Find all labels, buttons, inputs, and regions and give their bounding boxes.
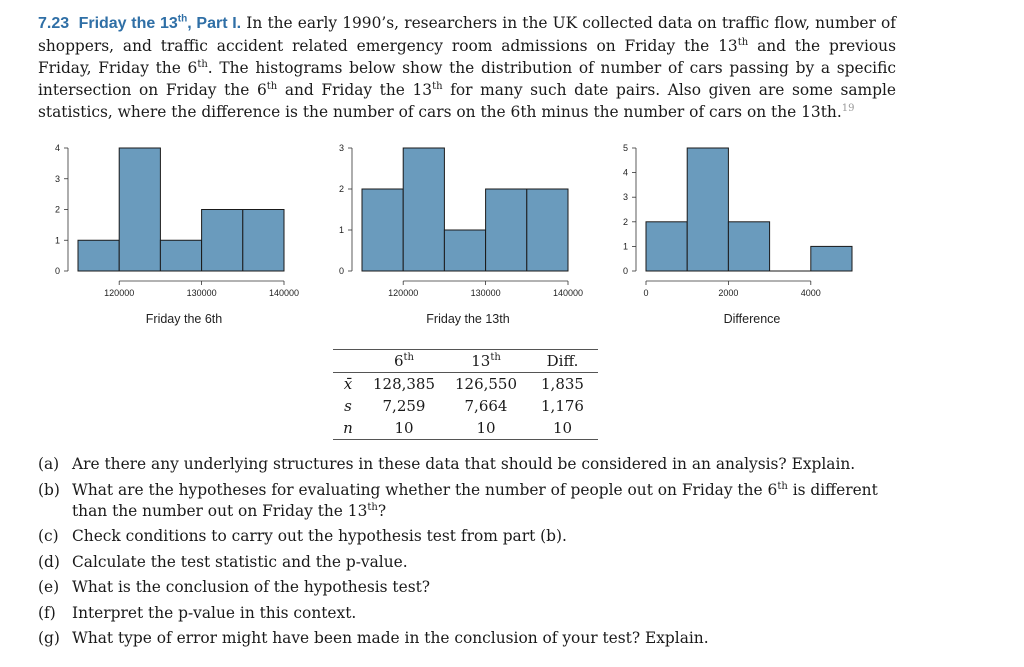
hist-friday-the-13th-x-tick-label: 120000 — [388, 288, 419, 298]
hist-friday-the-6th-bar — [202, 210, 243, 272]
stats-header-row — [333, 350, 598, 373]
part-label: (f) — [38, 603, 56, 622]
hist-friday-the-6th-x-label: Friday the 6th — [145, 312, 223, 326]
exercise-title-sup: th — [177, 13, 188, 25]
hist-friday-the-6th-bar — [243, 210, 284, 272]
exercise-title: Friday the 13 — [78, 15, 178, 32]
part-label: (d) — [38, 552, 60, 571]
part-label: (g) — [38, 629, 60, 647]
hist-friday-the-6th-x-tick-label: 140000 — [268, 288, 300, 298]
hist-difference-x-tick-label: 2000 — [718, 288, 739, 298]
part-c — [38, 526, 898, 547]
part-label: (b) — [38, 480, 60, 499]
hist-friday-the-6th-y-tick-label: 4 — [54, 143, 60, 153]
intro-sup-1: th — [737, 36, 749, 48]
hist-difference-y-tick-label: 5 — [622, 143, 628, 153]
hist-friday-the-13th-y-tick-label: 3 — [338, 143, 344, 153]
part-text: Interpret the p-value in this context. — [72, 603, 357, 622]
hist-friday-the-13th-x-tick-label: 140000 — [552, 288, 584, 298]
stats-row-label: s — [344, 397, 352, 415]
part-text: Calculate the test statistic and the p-value. — [72, 552, 408, 571]
hist-friday-the-6th-x-tick-label: 120000 — [104, 288, 135, 298]
hist-difference-y-tick-label: 1 — [622, 241, 628, 252]
stats-cell: 1,835 — [541, 375, 584, 393]
part-text: Are there any underlying structures in these data that should be considered in an analysis? Explain. — [72, 455, 856, 473]
stats-header-6th: 6th — [393, 352, 414, 370]
hist-friday-the-6th-bar — [160, 240, 201, 271]
hist-friday-the-13th-bar — [527, 189, 568, 271]
summary-statistics-table — [333, 349, 598, 440]
stats-header-diff: Diff. — [546, 352, 579, 370]
stats-cell: 10 — [394, 419, 414, 437]
hist-difference-x-tick-label: 4000 — [800, 288, 821, 298]
intro-text-4: and Friday the 13 — [277, 81, 433, 99]
stats-row-n — [333, 417, 598, 440]
hist-difference-y-tick-label: 2 — [622, 216, 628, 227]
hist-friday-the-6th-bar — [78, 240, 119, 271]
intro-text-2: and the previous Friday, Friday the 6 — [38, 37, 896, 77]
hist-friday-the-6th-y-tick-label: 3 — [54, 173, 60, 184]
exercise-title-rest: , Part I. — [187, 15, 242, 32]
hist-difference-bar — [811, 246, 852, 271]
part-text: What type of error might have been made in the conclusion of your test? Explain. — [72, 629, 709, 647]
intro-text-3: . The histograms below show the distribution of number of cars passing by a specific intersection on Friday the 6 — [38, 59, 896, 99]
stats-cell: 7,259 — [382, 397, 426, 415]
hist-difference-bar — [646, 222, 687, 271]
hist-difference-bar — [687, 148, 728, 271]
hist-friday-the-6th-y-tick-label: 0 — [54, 266, 60, 276]
hist-friday-the-6th-y-tick-label: 2 — [54, 204, 60, 215]
stats-row-label: x̄ — [343, 375, 353, 393]
hist-friday-the-13th-y-tick-label: 2 — [338, 184, 344, 194]
hist-difference-y-tick-label: 4 — [622, 167, 628, 178]
stats-row-sd — [333, 395, 598, 417]
hist-friday-the-6th-x-tick-label: 130000 — [186, 288, 217, 298]
part-text: Check conditions to carry out the hypothesis test from part (b). — [72, 527, 567, 545]
hist-friday-the-13th-bar — [362, 189, 403, 271]
intro-sup-4: th — [432, 80, 443, 92]
part-text: What are the hypotheses for evaluating whether the number of people out on Friday the 6th is different than the number out on Friday the 13th? — [72, 480, 878, 520]
hist-friday-the-13th-y-tick-label: 0 — [338, 266, 344, 276]
hist-difference-x-label: Difference — [723, 312, 781, 326]
hist-difference-x-tick-label: 0 — [643, 288, 649, 298]
stats-cell: 10 — [476, 419, 496, 437]
stats-cell: 10 — [552, 419, 573, 437]
stats-cell: 1,176 — [541, 397, 584, 415]
hist-friday-the-6th-bar — [119, 148, 160, 271]
part-text: What is the conclusion of the hypothesis test? — [72, 578, 431, 596]
part-label: (e) — [38, 578, 60, 596]
part-label: (a) — [38, 455, 60, 473]
hist-difference-y-tick-label: 0 — [622, 266, 628, 276]
exercise-parts-list — [38, 454, 898, 654]
intro-text-5: for many such date pairs. Also given are some sample statistics, where the difference is the number of cars on the 6th minus the number of cars on the 13th. — [38, 81, 896, 121]
stats-cell: 7,664 — [464, 397, 508, 415]
part-g — [38, 628, 898, 649]
hist-friday-the-13th-y-tick-label: 1 — [338, 225, 344, 235]
intro-text-1: In the early 1990’s, researchers in the UK collected data on traffic flow, number of shoppers, and traffic accident related emergency room admissions on Friday the 13 — [38, 14, 897, 55]
stats-header-13th: 13th — [471, 352, 501, 370]
intro-sup-3: th — [266, 80, 278, 92]
part-label: (c) — [38, 527, 59, 545]
hist-friday-the-13th-bar — [403, 148, 444, 271]
stats-row-label: n — [343, 419, 353, 437]
hist-difference-bar — [728, 222, 769, 271]
part-a — [38, 454, 898, 475]
stats-cell: 128,385 — [372, 375, 436, 393]
stats-row-mean — [333, 373, 598, 396]
hist-friday-the-13th-x-label: Friday the 13th — [426, 312, 510, 326]
stats-cell: 126,550 — [454, 375, 518, 393]
hist-difference-y-tick-label: 3 — [622, 192, 628, 203]
hist-friday-the-13th-bar — [444, 230, 485, 271]
exercise-number: 7.23 — [38, 15, 70, 32]
intro-sup-2: th — [197, 58, 208, 70]
part-d — [38, 552, 898, 573]
part-e — [38, 577, 898, 598]
footnote-marker: 19 — [841, 102, 855, 114]
part-b — [38, 480, 898, 522]
hist-friday-the-13th-x-tick-label: 130000 — [470, 288, 501, 298]
part-f — [38, 603, 898, 624]
hist-friday-the-13th-bar — [486, 189, 527, 271]
hist-friday-the-6th-y-tick-label: 1 — [54, 235, 60, 246]
